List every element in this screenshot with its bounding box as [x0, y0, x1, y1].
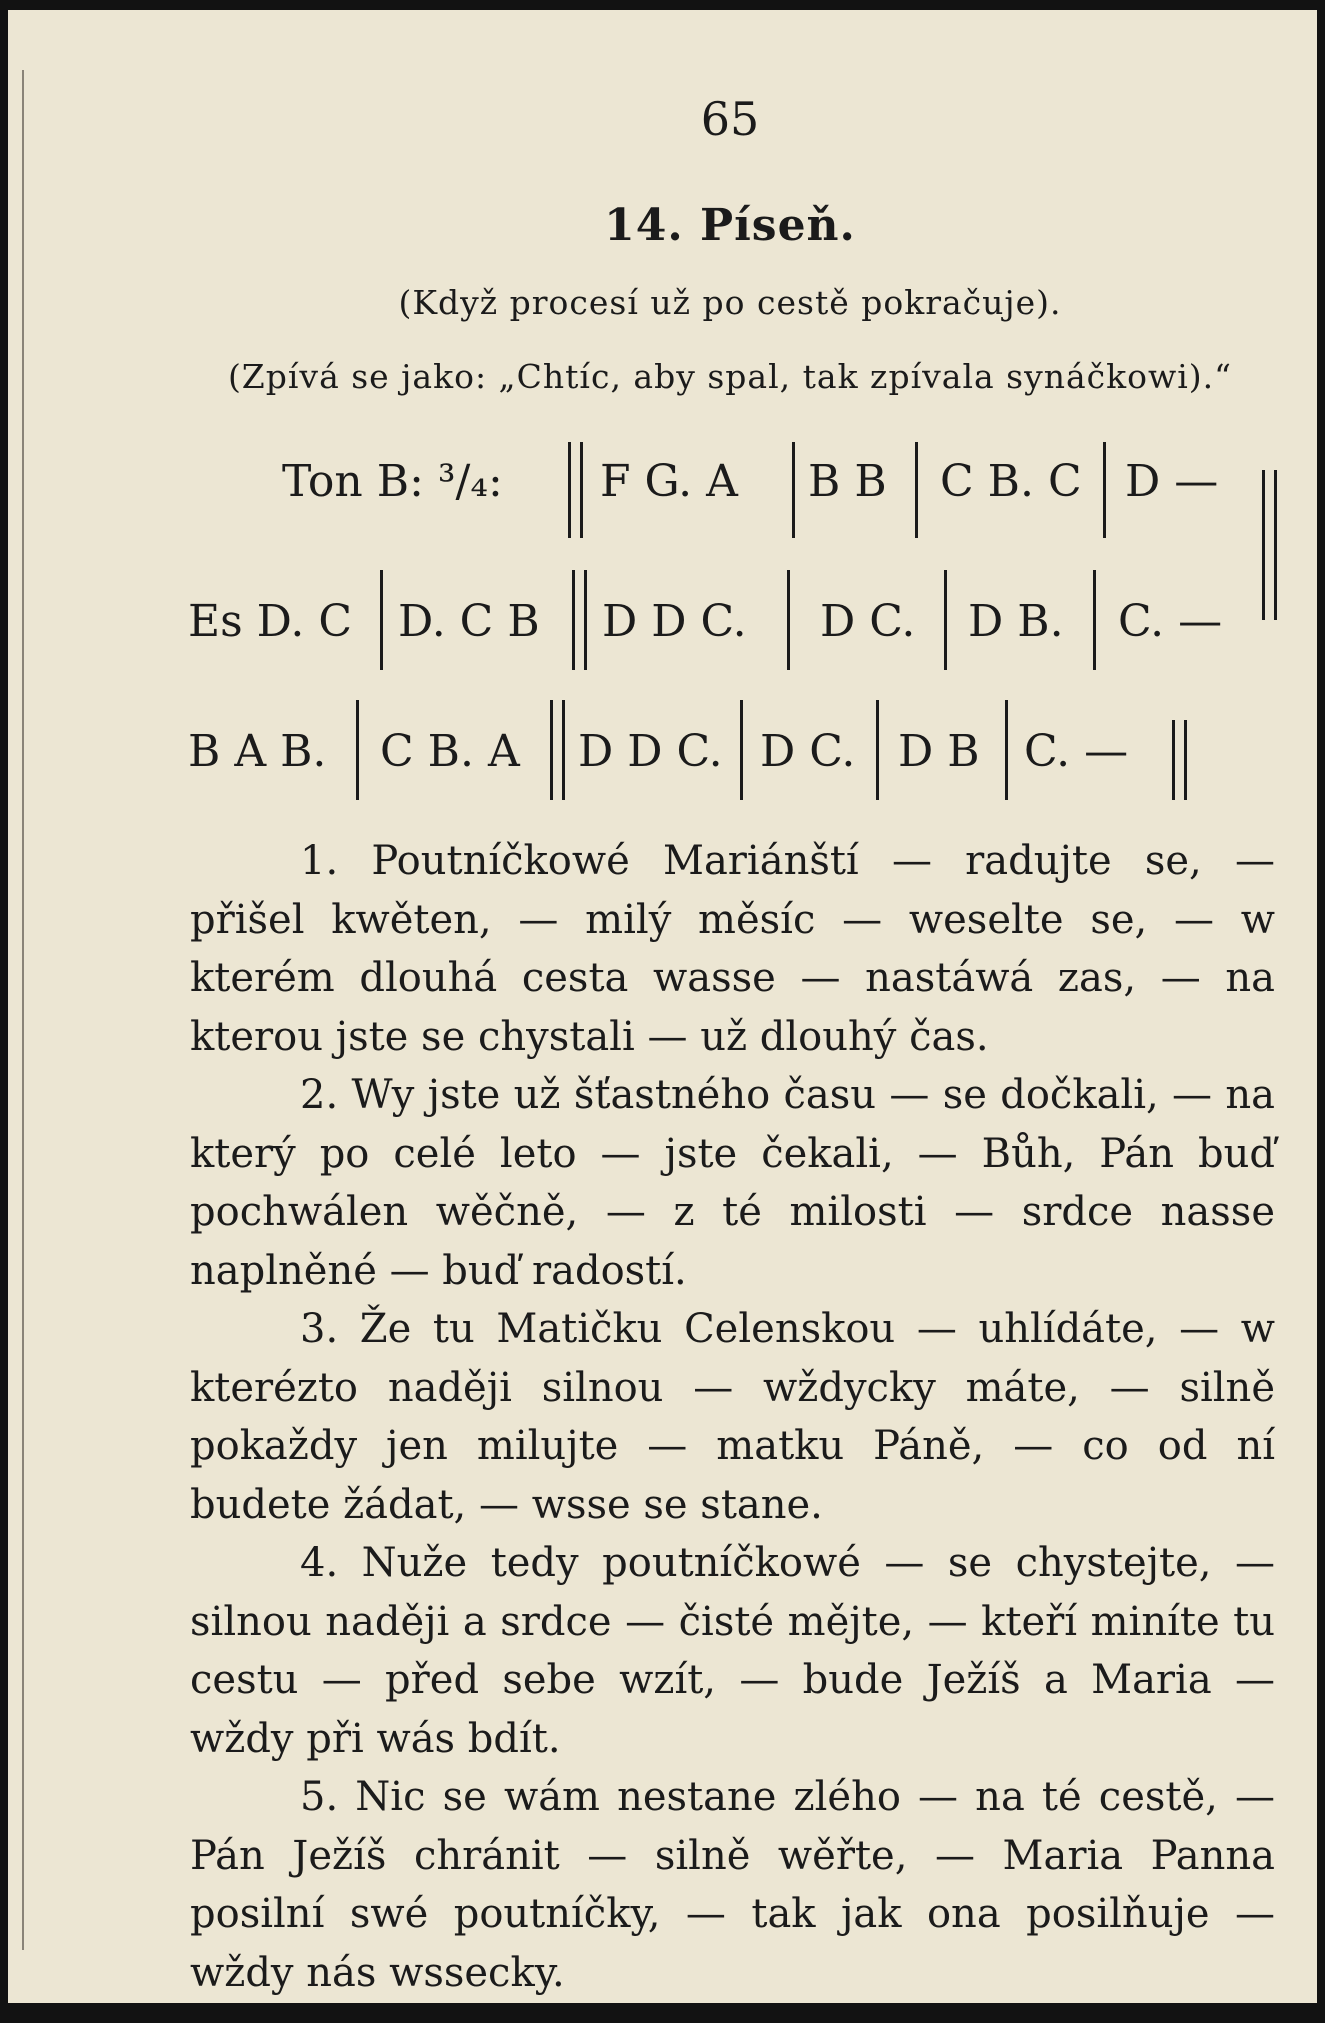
notation-measure: B A B.	[188, 726, 327, 777]
notation-measure: F G. A	[600, 456, 738, 507]
notation-measure: D B.	[968, 596, 1064, 647]
barline	[944, 570, 947, 670]
notation-measure: D D C.	[578, 726, 723, 777]
barline	[787, 570, 790, 670]
notation-measure: Es D. C	[188, 596, 353, 647]
verse-3: 3. Že tu Matičku Celenskou — uhlídáte, — w kterézto naději silnou — wždycky máte, — silně pokaždy jen milujte — matku Páně, — co od ní budete žádat, — wsse se stane.	[190, 1306, 1275, 1528]
binding-gutter-line	[22, 70, 24, 1950]
barline	[740, 700, 743, 800]
scan-border-top	[0, 0, 1325, 10]
notation-measure: D D C.	[602, 596, 747, 647]
song-verses	[190, 832, 1275, 2002]
notation-measure: D. C B	[398, 596, 540, 647]
notation-measure: D C.	[760, 726, 856, 777]
song-subtitle-melody: (Zpívá se jako: „Chtíc, aby spal, tak zpívala synáčkowi).“	[227, 357, 1233, 396]
song-title: 14. Píseň.	[604, 200, 856, 251]
notation-row-2	[0, 570, 1325, 690]
barline	[915, 442, 918, 538]
double-barline	[568, 442, 583, 538]
double-barline	[572, 570, 587, 670]
notation-measure: C B. C	[940, 456, 1082, 507]
verse-2: 2. Wy jste už šťastného času — se dočkali, — na který po celé leto — jste čekali, — Bůh, Pán buď pochwálen wěčně, — z té milosti — srdce nasse naplněné — buď radostí.	[190, 1072, 1275, 1294]
song-subtitle-procession: (Když procesí už po cestě pokračuje).	[398, 283, 1062, 322]
barline	[380, 570, 383, 670]
notation-measure: C B. A	[380, 726, 520, 777]
notation-measure: C. —	[1118, 596, 1223, 647]
notation-measure: D B	[898, 726, 980, 777]
double-barline	[550, 700, 565, 800]
barline	[356, 700, 359, 800]
barline	[876, 700, 879, 800]
barline	[792, 442, 795, 538]
page-number: 65	[700, 92, 760, 146]
verse-5: 5. Nic se wám nestane zlého — na té cestě, — Pán Ježíš chránit — silně wěřte, — Maria Panna posilní swé poutníčky, — tak jak ona posilňuje — wždy nás wssecky.	[190, 1774, 1275, 1996]
verse-4: 4. Nuže tedy poutníčkowé — se chystejte, — silnou naději a srdce — čisté mějte, — kteří miníte tu cestu — před sebe wzít, — bude Ježíš a Maria — wždy při wás bdít.	[190, 1540, 1275, 1762]
barline	[1103, 442, 1106, 538]
notation-row-3	[0, 700, 1325, 820]
notation-measure: D C.	[820, 596, 916, 647]
scan-border-bottom	[0, 2003, 1325, 2023]
barline	[1093, 570, 1096, 670]
end-double-barline	[1172, 720, 1187, 800]
notation-measure: D —	[1125, 456, 1219, 507]
verse-1: 1. Poutníčkowé Mariánští — radujte se, — přišel kwěten, — milý měsíc — weselte se, — w kterém dlouhá cesta wasse — nastáwá zas, — na kterou jste se chystali — už dlouhý čas.	[190, 838, 1275, 1060]
notation-key-label: Ton B: ³/₄:	[282, 456, 503, 507]
notation-measure: B B	[808, 456, 887, 507]
notation-measure: C. —	[1024, 726, 1129, 777]
barline	[1005, 700, 1008, 800]
notation-row-1	[0, 430, 1325, 550]
